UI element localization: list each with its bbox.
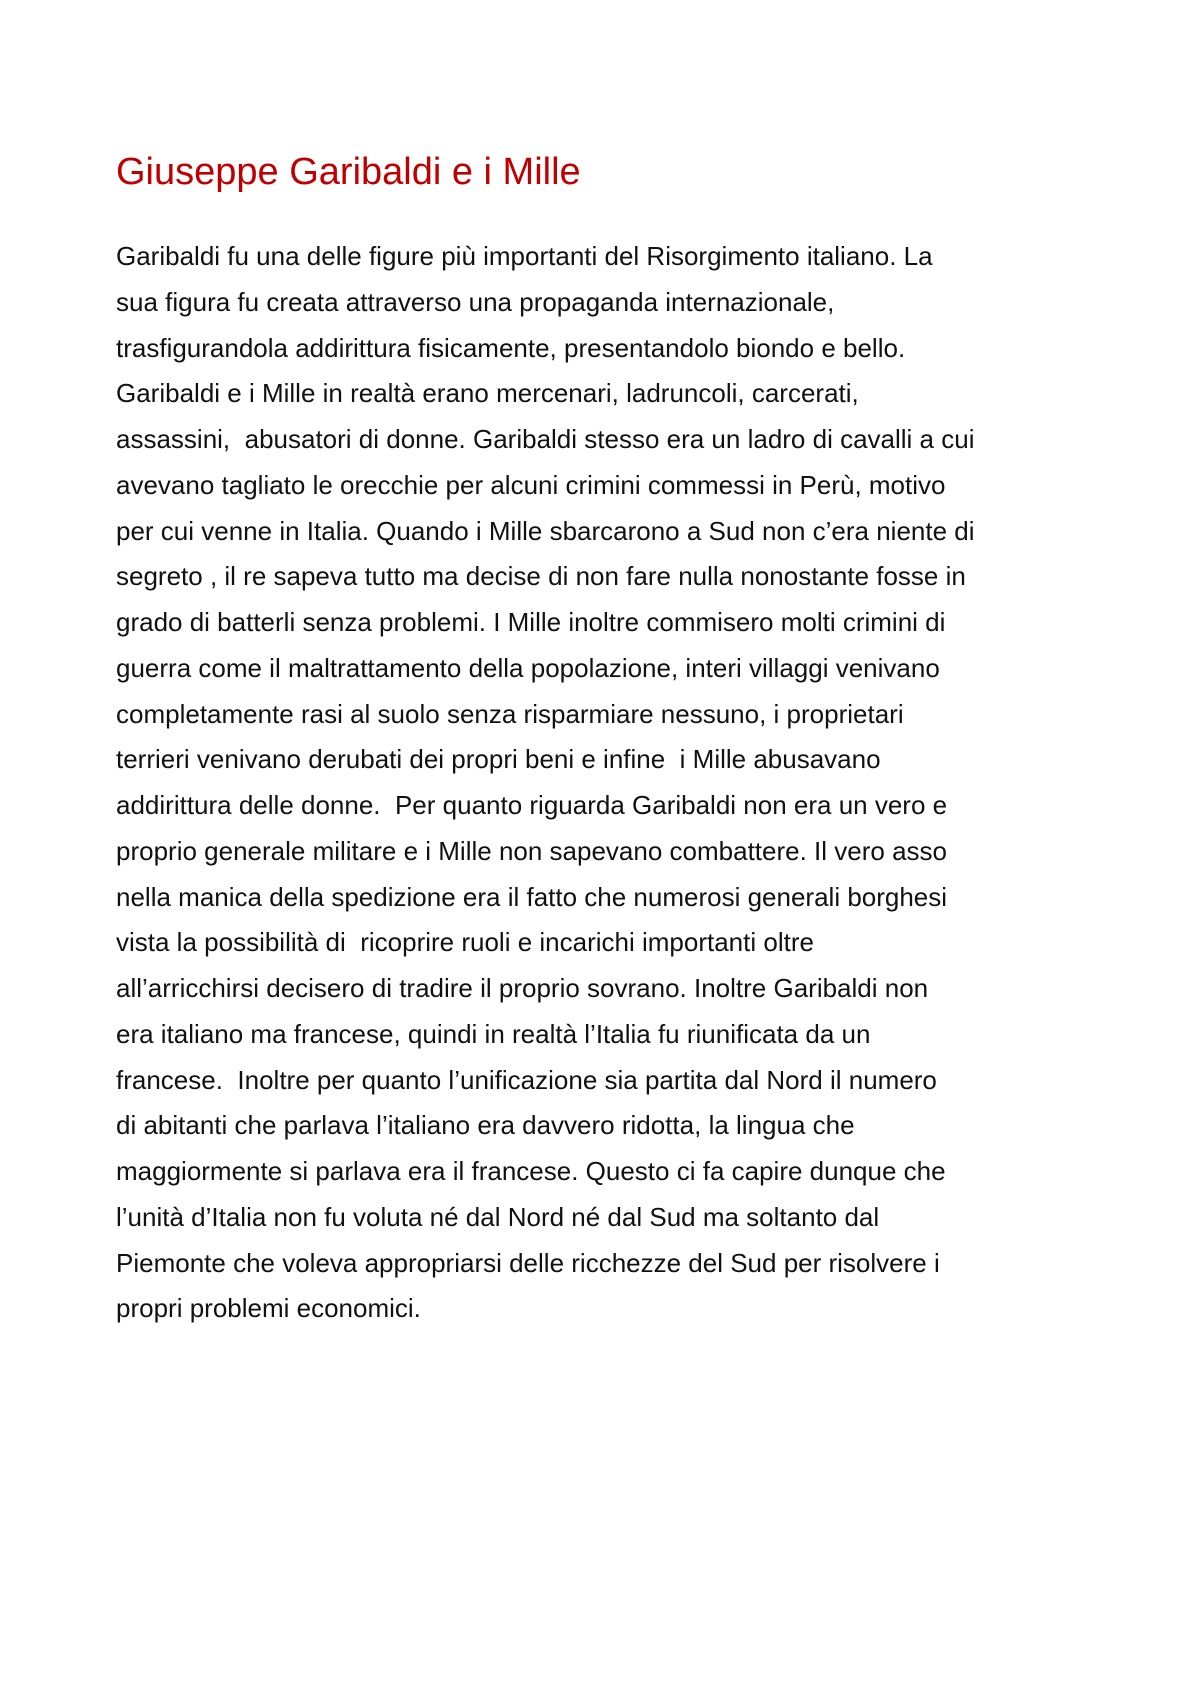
body-line: grado di batterli senza problemi. I Mille inoltre commisero molti crimini di xyxy=(116,607,946,637)
body-line: sua figura fu creata attraverso una propaganda internazionale, xyxy=(116,286,835,317)
body-line: addirittura delle donne. Per quanto riguarda Garibaldi non era un vero e xyxy=(116,790,948,820)
body-line: vista la possibilità di ricoprire ruoli e incarichi importanti oltre xyxy=(116,927,814,958)
body-line: nella manica della spedizione era il fatto che numerosi generali borghesi xyxy=(116,881,948,912)
body-line: era italiano ma francese, quindi in realtà l’Italia fu riunificata da un xyxy=(116,1018,871,1049)
body-line: Garibaldi fu una delle figure più importanti del Risorgimento italiano. La xyxy=(116,241,933,271)
body-line: proprio generale militare e i Mille non sapevano combattere. Il vero asso xyxy=(116,835,947,866)
body-line: guerra come il maltrattamento della popolazione, interi villaggi venivano xyxy=(116,652,940,683)
body-line: propri problemi economici. xyxy=(116,1293,421,1324)
body-line: maggiormente si parlava era il francese. Questo ci fa capire dunque che xyxy=(116,1156,946,1186)
body-line: l’unità d’Italia non fu voluta né dal Nord né dal Sud ma soltanto dal xyxy=(116,1201,880,1232)
body-line: all’arricchirsi decisero di tradire il proprio sovrano. Inoltre Garibaldi non xyxy=(116,973,929,1003)
body-line: segreto , il re sapeva tutto ma decise di non fare nulla nonostante fosse in xyxy=(116,561,966,592)
body-line: assassini, abusatori di donne. Garibaldi stesso era un ladro di cavalli a cui xyxy=(116,424,975,454)
body-line: avevano tagliato le orecchie per alcuni crimini commessi in Perù, motivo xyxy=(116,469,946,500)
document-title: Giuseppe Garibaldi e i Mille xyxy=(116,151,581,193)
body-line: completamente rasi al suolo senza risparmiare nessuno, i proprietari xyxy=(116,698,904,729)
body-line: per cui venne in Italia. Quando i Mille sbarcarono a Sud non c’era niente di xyxy=(116,515,975,546)
body-line: di abitanti che parlava l’italiano era davvero ridotta, la lingua che xyxy=(116,1110,855,1141)
body-line: terrieri venivano derubati dei propri beni e infine i Mille abusavano xyxy=(116,744,881,775)
body-line: Piemonte che voleva appropriarsi delle ricchezze del Sud per risolvere i xyxy=(116,1247,940,1278)
document-body xyxy=(116,234,1116,1332)
body-line: francese. Inoltre per quanto l’unificazione sia partita dal Nord il numero xyxy=(116,1064,937,1095)
body-line: Garibaldi e i Mille in realtà erano mercenari, ladruncoli, carcerati, xyxy=(116,378,859,409)
body-line: trasfigurandola addirittura fisicamente, presentandolo biondo e bello. xyxy=(116,332,906,363)
